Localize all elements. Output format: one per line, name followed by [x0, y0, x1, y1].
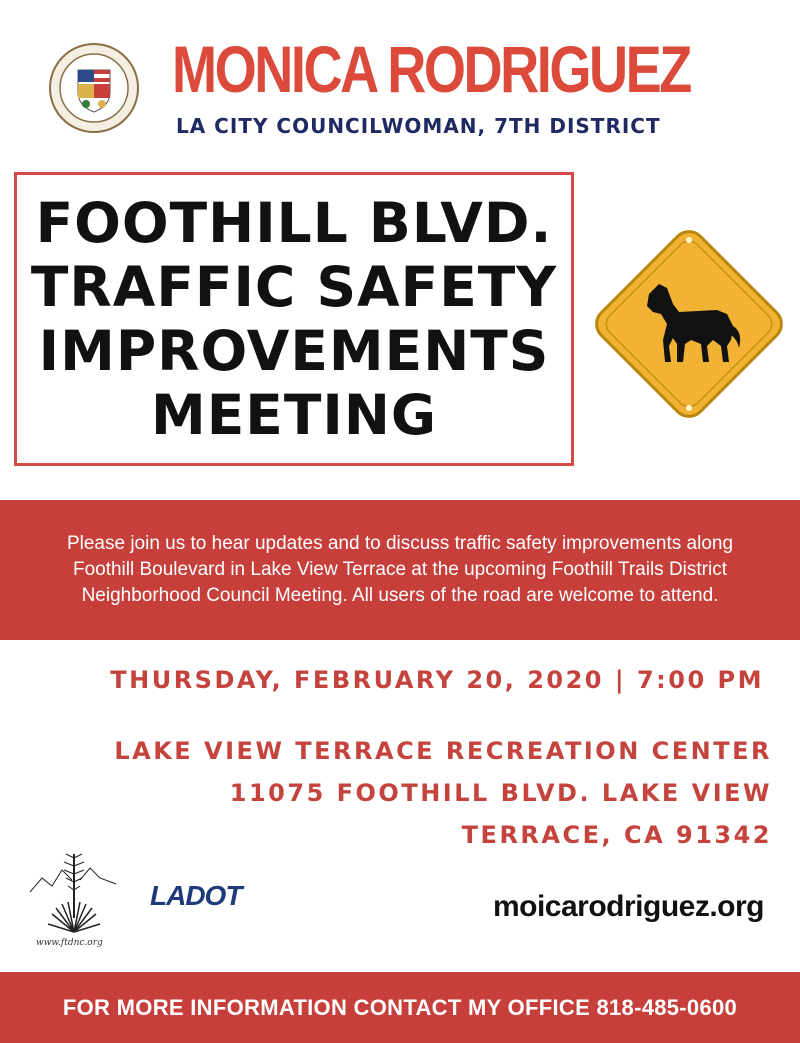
venue-line: TERRACE, CA 91342	[461, 821, 772, 849]
event-date-time: THURSDAY, FEBRUARY 20, 2020 | 7:00 PM	[110, 666, 764, 694]
city-seal-icon	[48, 42, 140, 134]
svg-text:LADOT: LADOT	[150, 880, 242, 910]
title-line: TRAFFIC SAFETY	[30, 255, 558, 319]
title-line: FOOTHILL BLVD.	[35, 191, 553, 255]
event-venue	[52, 730, 772, 856]
venue-line: LAKE VIEW TERRACE RECREATION CENTER	[114, 737, 772, 765]
title-line: MEETING	[150, 383, 438, 447]
horse-crossing-sign-icon	[587, 222, 791, 426]
website-link[interactable]: moicarodriguez.org	[492, 890, 764, 923]
meeting-title-box	[14, 172, 574, 466]
invitation-text: Please join us to hear updates and to discuss traffic safety improvements along Foothill Boulevard in Lake View Terrace at the upcoming Foothill Trails District Neighborhood Council Meeting. All users of the road are welcome to attend.	[66, 533, 734, 606]
contact-info: FOR MORE INFORMATION CONTACT MY OFFICE 818-485-0600	[62, 994, 738, 1020]
councilwoman-name: MONICA RODRIGUEZ	[172, 32, 690, 106]
footer-band	[0, 972, 800, 1043]
venue-line: 11075 FOOTHILL BLVD. LAKE VIEW	[229, 779, 772, 807]
title-line: IMPROVEMENTS	[38, 319, 550, 383]
invitation-band	[0, 500, 800, 640]
ftdnc-url: www.ftdnc.org	[36, 938, 103, 948]
councilwoman-title: LA CITY COUNCILWOMAN, 7TH DISTRICT	[176, 114, 661, 138]
ladot-logo	[150, 880, 270, 910]
